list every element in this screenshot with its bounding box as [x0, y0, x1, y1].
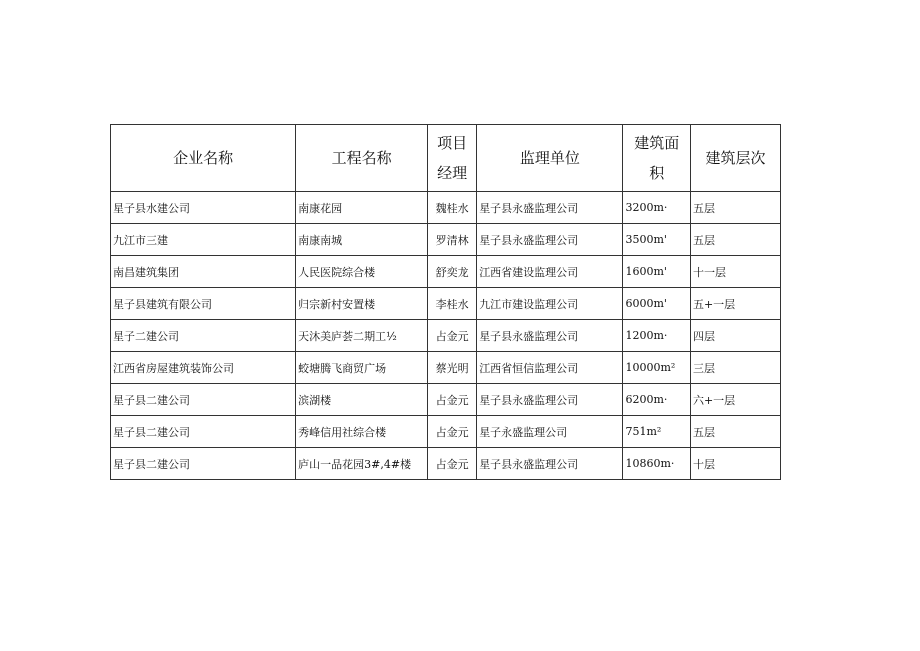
- cell-area: 10860m·: [623, 448, 691, 480]
- cell-floors: 四层: [690, 320, 780, 352]
- cell-project-manager: 魏桂水: [428, 192, 477, 224]
- table-body: [111, 192, 781, 480]
- table-row: [111, 288, 781, 320]
- cell-supervisor: 星子县永盛监理公司: [477, 448, 623, 480]
- header-project-label: 工程名称: [331, 149, 392, 167]
- table-row: [111, 416, 781, 448]
- cell-project-manager: 占金元: [428, 416, 477, 448]
- cell-company: 星子县水建公司: [111, 192, 296, 224]
- cell-floors: 十一层: [690, 256, 780, 288]
- header-company: [111, 125, 296, 192]
- header-floors: [690, 125, 780, 192]
- project-table: [110, 124, 781, 480]
- table-row: [111, 256, 781, 288]
- cell-project: 庐山一品花园3#,4#楼: [296, 448, 428, 480]
- header-pm-line2: 经理: [437, 164, 468, 182]
- cell-floors: 十层: [690, 448, 780, 480]
- cell-supervisor: 九江市建设监理公司: [477, 288, 623, 320]
- cell-project-manager: 占金元: [428, 320, 477, 352]
- cell-supervisor: 星子永盛监理公司: [477, 416, 623, 448]
- cell-area: 751m²: [623, 416, 691, 448]
- cell-project-manager: 舒奕龙: [428, 256, 477, 288]
- cell-company: 江西省房屋建筑装饰公司: [111, 352, 296, 384]
- cell-floors: 五层: [690, 192, 780, 224]
- table-row: [111, 384, 781, 416]
- cell-project: 归宗新村安置楼: [296, 288, 428, 320]
- cell-area: 6000m': [623, 288, 691, 320]
- cell-area: 10000m²: [623, 352, 691, 384]
- cell-floors: 五层: [690, 416, 780, 448]
- cell-supervisor: 星子县永盛监理公司: [477, 320, 623, 352]
- header-company-label: 企业名称: [173, 149, 234, 167]
- cell-project: 南康花园: [296, 192, 428, 224]
- cell-company: 星子县二建公司: [111, 448, 296, 480]
- cell-area: 6200m·: [623, 384, 691, 416]
- table-row: [111, 320, 781, 352]
- cell-area: 3200m·: [623, 192, 691, 224]
- header-pm-line1: 项目: [437, 134, 468, 152]
- cell-company: 南昌建筑集团: [111, 256, 296, 288]
- cell-company: 星子二建公司: [111, 320, 296, 352]
- cell-supervisor: 江西省建设监理公司: [477, 256, 623, 288]
- table-row: [111, 224, 781, 256]
- cell-company: 星子县二建公司: [111, 416, 296, 448]
- cell-project-manager: 李桂水: [428, 288, 477, 320]
- cell-project-manager: 蔡光明: [428, 352, 477, 384]
- cell-project: 南康南城: [296, 224, 428, 256]
- cell-project: 秀峰信用社综合楼: [296, 416, 428, 448]
- cell-project: 人民医院综合楼: [296, 256, 428, 288]
- header-supervisor: [477, 125, 623, 192]
- cell-floors: 五层: [690, 224, 780, 256]
- header-supervisor-label: 监理单位: [519, 149, 580, 167]
- cell-project: 天沐美庐荟二期工½: [296, 320, 428, 352]
- cell-floors: 三层: [690, 352, 780, 384]
- cell-supervisor: 星子县永盛监理公司: [477, 224, 623, 256]
- cell-floors: 五+一层: [690, 288, 780, 320]
- cell-project-manager: 占金元: [428, 448, 477, 480]
- cell-project: 蛟塘腾飞商贸广场: [296, 352, 428, 384]
- cell-supervisor: 星子县永盛监理公司: [477, 384, 623, 416]
- table-row: [111, 448, 781, 480]
- header-floors-label: 建筑层次: [705, 149, 766, 167]
- cell-project-manager: 罗清林: [428, 224, 477, 256]
- header-area-line1: 建筑面: [634, 134, 680, 152]
- header-project-manager: [428, 125, 477, 192]
- cell-area: 1600m': [623, 256, 691, 288]
- cell-company: 星子县建筑有限公司: [111, 288, 296, 320]
- header-area: [623, 125, 691, 192]
- header-area-line2: 积: [649, 164, 665, 182]
- cell-supervisor: 江西省恒信监理公司: [477, 352, 623, 384]
- cell-project: 滨湖楼: [296, 384, 428, 416]
- cell-company: 九江市三建: [111, 224, 296, 256]
- header-row: [111, 125, 781, 192]
- cell-area: 1200m·: [623, 320, 691, 352]
- cell-project-manager: 占金元: [428, 384, 477, 416]
- cell-company: 星子县二建公司: [111, 384, 296, 416]
- table-row: [111, 192, 781, 224]
- header-project: [296, 125, 428, 192]
- table-row: [111, 352, 781, 384]
- cell-area: 3500m': [623, 224, 691, 256]
- cell-supervisor: 星子县永盛监理公司: [477, 192, 623, 224]
- cell-floors: 六+一层: [690, 384, 780, 416]
